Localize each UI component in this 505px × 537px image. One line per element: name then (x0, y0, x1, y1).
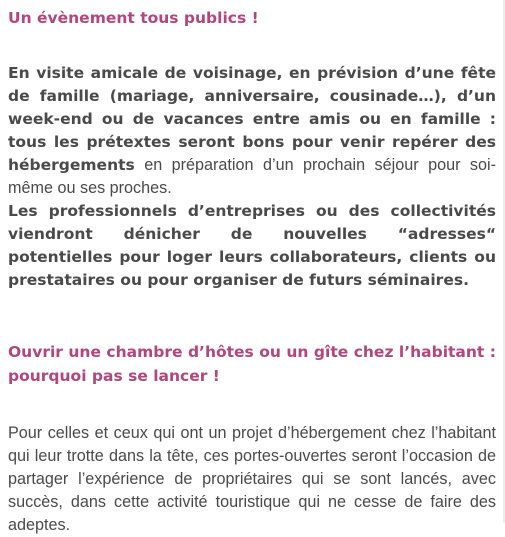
section-heading-open-guesthouse: Ouvrir une chambre d’hôtes ou un gîte chez l’habitant : pourquoi pas se lancer ! (8, 343, 496, 385)
section-heading-public-event: Un évènement tous publics ! (8, 9, 259, 27)
article-content (8, 0, 496, 537)
paragraph-open-house: Pour celles et ceux qui ont un projet d’hébergement chez l’habitant qui leur trotte dans la tête, ces portes-ouvertes seront l’occasion de partager l’expérience de propriétaires qui se sont lancés, avec succès, dans cette activité touristique qui ne cesse de faire des adeptes. (8, 424, 496, 534)
paragraph-professionals: Les professionnels d’entreprises ou des collectivités viendront dénicher de nouvelles “adresses“ potentielles pour loger leurs collaborateurs, clients ou prestataires ou pour organiser de futurs séminaires. (8, 202, 496, 289)
paragraph-visitors (8, 62, 496, 200)
paragraph-visitors-bold: En visite amicale de voisinage, en prévision d’une fête de famille (mariage, anniversaire, cousinade…), d’un week-end ou de vacances entre amis ou en famille : tous les prétextes seront bons pour venir repérer des hébergements (8, 64, 496, 174)
paragraph-visitors-regular: en préparation d’un prochain séjour pour soi-même ou ses proches. (8, 156, 496, 197)
